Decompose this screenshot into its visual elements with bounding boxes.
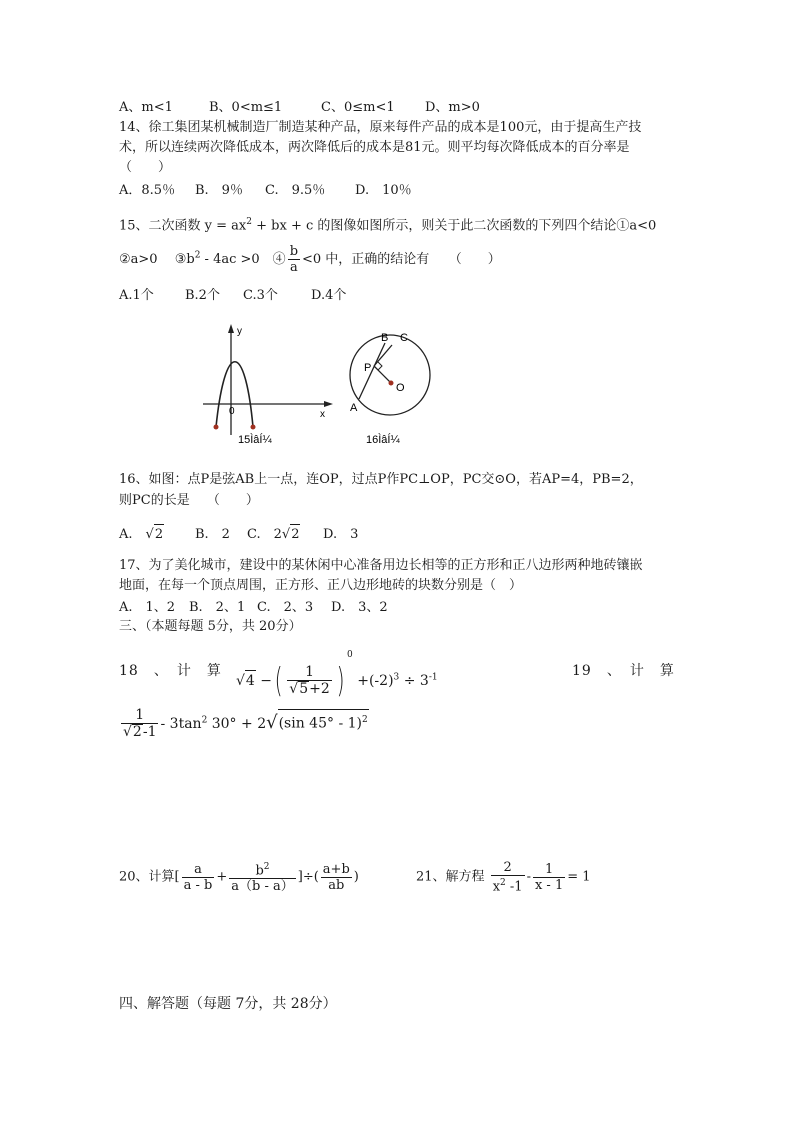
q20-f1-den: a - b xyxy=(183,877,213,893)
fig15-parabola-curve xyxy=(216,362,253,427)
q15-options xyxy=(119,286,346,306)
q20-f3-den: ab xyxy=(321,877,352,893)
q19-mid-sup: 2 xyxy=(201,715,208,726)
q14-line2: 术，所以连续两次降低成本，两次降低后的成本是81元。则平均每次降低成本的百分率是 xyxy=(119,140,630,155)
q21-f1-den-post: -1 xyxy=(505,879,523,895)
q13-options xyxy=(119,98,480,118)
figure-15-parabola xyxy=(195,320,345,450)
q19-rad-body: (sin 45° - 1) xyxy=(278,716,362,732)
fig15-caption: 15ÌâÍ¼ xyxy=(238,434,272,446)
q18-label: 18 、 计 算 xyxy=(119,663,222,679)
q18-sqrt4: 4 xyxy=(245,670,256,691)
section-3-title: 三、（本题每题 5分，共 20分） xyxy=(119,619,302,634)
radical-icon: √ xyxy=(266,712,278,733)
q18-frac-den xyxy=(287,680,331,697)
fig16-label-a: A xyxy=(350,402,358,414)
q20-f2-num-wrap xyxy=(229,860,295,878)
q15-option-b: B.2个 xyxy=(185,288,220,303)
fig16-caption: 16ÌâÍ¼ xyxy=(366,434,400,446)
q21-expression xyxy=(416,860,591,894)
q13-option-a: A、m<1 xyxy=(119,100,173,115)
q16-option-a-radicand: 2 xyxy=(154,524,164,545)
q19-mid2: 30° + 2 xyxy=(207,716,267,732)
q21-f1-den-sup: 2 xyxy=(500,878,506,888)
fig15-y-label: y xyxy=(237,326,242,337)
q17-option-d: D. 3、2 xyxy=(331,600,388,615)
fig16-chord-ab xyxy=(359,343,385,399)
q20-f2-den: a（b - a） xyxy=(231,879,294,895)
q21-eq: = 1 xyxy=(567,869,591,885)
q18-tail2-sup: -1 xyxy=(428,672,438,683)
q15-line2-c: <0 中，正确的结论有 （ ） xyxy=(302,252,501,267)
fig15-y-arrow xyxy=(228,324,234,333)
q19-frac-num: 1 xyxy=(135,707,145,723)
q15-line2-b: - 4ac >0 ④ xyxy=(200,252,286,267)
radical-icon: √ xyxy=(289,681,299,697)
q18-expression xyxy=(236,645,438,701)
right-paren-icon: ) xyxy=(336,661,345,701)
q19-frac-den xyxy=(121,723,158,740)
q15-option-d: D.4个 xyxy=(311,288,347,303)
q20-f2-num: b xyxy=(255,863,264,879)
q20-open: [ xyxy=(174,869,180,885)
radical-icon: √ xyxy=(281,527,291,542)
q16-option-c xyxy=(247,524,323,545)
q15-line1 xyxy=(119,212,656,236)
fig16-label-p: P xyxy=(364,362,372,374)
fig16-center-point xyxy=(389,381,394,386)
q16-option-b: B. 2 xyxy=(195,527,230,542)
q18-frac-num: 1 xyxy=(305,664,314,680)
q16-option-a-label: A. xyxy=(119,527,133,542)
fig15-x-arrow xyxy=(324,401,333,407)
q16-line1: 16、如图：点P是弦AB上一点，连OP，过点P作PC⊥OP，PC交⊙O，若AP=4，PB=2， xyxy=(119,472,643,487)
radical-icon: √ xyxy=(145,527,154,542)
q20-fraction-1 xyxy=(182,862,215,893)
q19-frac-den-sqrt: 2 xyxy=(132,724,142,740)
q15-line2 xyxy=(119,244,501,275)
q15-line1-sup: 2 xyxy=(246,217,252,227)
q18-fraction xyxy=(287,665,331,697)
q13-option-d: D、m>0 xyxy=(425,100,480,115)
q20-close: ]÷( xyxy=(297,869,319,885)
section-4-title: 四、解答题（每题 7分，共 28分） xyxy=(119,996,337,1012)
q15-line1-post: + bx + c 的图像如图所示，则关于此二次函数的下列四个结论①a<0 xyxy=(252,218,657,234)
q14-option-d: D. 10％ xyxy=(355,183,412,198)
q21-f2-num: 1 xyxy=(544,861,554,877)
q20-label: 20、计算 xyxy=(119,869,175,885)
fig16-label-o: O xyxy=(396,382,405,394)
q14-line3: （ ） xyxy=(119,160,172,175)
q21-f1-den-pre: x xyxy=(492,879,501,895)
q14-line1: 14、徐工集团某机械制造厂制造某种产品，原来每件产品的成本是100元，由于提高生产技 xyxy=(119,120,642,135)
fig16-label-c: C xyxy=(400,332,408,344)
q20-plus: + xyxy=(216,869,228,885)
figure-16-circle xyxy=(340,325,450,450)
q16-option-a xyxy=(119,524,195,545)
left-paren-icon: ( xyxy=(274,661,283,701)
fig15-x-label: x xyxy=(320,409,325,420)
q21-f2-den: x - 1 xyxy=(534,877,564,893)
q19-fraction xyxy=(121,708,158,740)
q17-option-b: B. 2、1 xyxy=(189,600,246,615)
q18-frac-den-sqrt: 5 xyxy=(299,681,309,697)
q15-line2-sup: 2 xyxy=(194,250,201,261)
q17-option-c: C. 2、3 xyxy=(257,600,314,615)
q20-f2-num-sup: 2 xyxy=(263,862,270,872)
q21-label: 21、解方程 xyxy=(416,869,485,885)
q15-option-c: C.3个 xyxy=(243,288,278,303)
q18-tail: +(-2) xyxy=(357,673,394,689)
q21-f1-num: 2 xyxy=(503,860,512,875)
q20-f1-num: a xyxy=(194,861,202,877)
q14-option-b: B. 9％ xyxy=(195,183,243,198)
q20-f3-num: a+b xyxy=(322,861,350,877)
q16-option-c-label: C. 2 xyxy=(247,527,282,542)
q15-fraction xyxy=(288,244,300,275)
q17-line1: 17、为了美化城市，建设中的某休闲中心准备用边长相等的正方形和正八边形两种地砖镶嵌 xyxy=(119,558,643,573)
q20-fraction-2 xyxy=(229,860,295,894)
q21-minus: - xyxy=(526,869,531,885)
fig16-segment-po xyxy=(374,366,391,383)
fig16-right-angle-mark xyxy=(378,362,382,370)
q19-frac-den-post: -1 xyxy=(142,724,157,740)
q16-options xyxy=(119,524,358,545)
q18-frac-den-post: +2 xyxy=(309,681,330,697)
q15-line2-a: ②a>0 ③b xyxy=(119,252,195,267)
fig16-label-b: B xyxy=(381,332,389,344)
q20-fraction-3 xyxy=(321,862,352,893)
q14-options xyxy=(119,181,412,201)
q19-rad-sup: 2 xyxy=(362,715,368,726)
fig15-point-right xyxy=(251,425,256,430)
q19-radicand xyxy=(278,709,369,734)
q15-option-a: A.1个 xyxy=(119,288,154,303)
q16-line2: 则PC的长是 （ ） xyxy=(119,493,259,508)
q21-f1-den xyxy=(491,875,525,894)
q13-option-c: C、0≤m<1 xyxy=(321,100,395,115)
q19-expression xyxy=(119,708,369,740)
q18-exp0: 0 xyxy=(347,650,353,660)
q20-end: ) xyxy=(353,869,359,885)
fig15-origin-label: 0 xyxy=(229,406,235,417)
radical-icon: √ xyxy=(236,673,245,689)
q14-option-c: C. 9.5％ xyxy=(265,183,326,198)
radical-icon: √ xyxy=(123,724,132,740)
q16-option-c-radicand: 2 xyxy=(290,524,300,545)
q14-option-a: A．8.5％ xyxy=(119,183,176,198)
q21-fraction-2 xyxy=(533,862,565,893)
q18-tail2: ÷ 3 xyxy=(399,673,429,689)
q16-option-d: D. 3 xyxy=(323,527,359,542)
q15-frac-den: a xyxy=(288,259,300,275)
q20-expression xyxy=(119,860,359,894)
q19-label: 19 、 计 算 xyxy=(572,663,675,679)
fig15-point-left xyxy=(214,425,219,430)
q18-tail-sup: 3 xyxy=(393,672,400,683)
q19-mid: - 3tan xyxy=(160,716,202,732)
q15-line1-pre: 15、二次函数 y = ax xyxy=(119,218,247,234)
q13-option-b: B、0<m≤1 xyxy=(209,100,283,115)
q21-fraction-1 xyxy=(491,860,525,894)
q17-option-a: A. 1、2 xyxy=(119,600,176,615)
q15-frac-num: b xyxy=(289,244,299,259)
q18-minus: − xyxy=(260,673,273,689)
q17-line2: 地面，在每一个顶点周围，正方形、正八边形地砖的块数分别是（ ） xyxy=(119,578,523,593)
q17-options xyxy=(119,598,388,618)
